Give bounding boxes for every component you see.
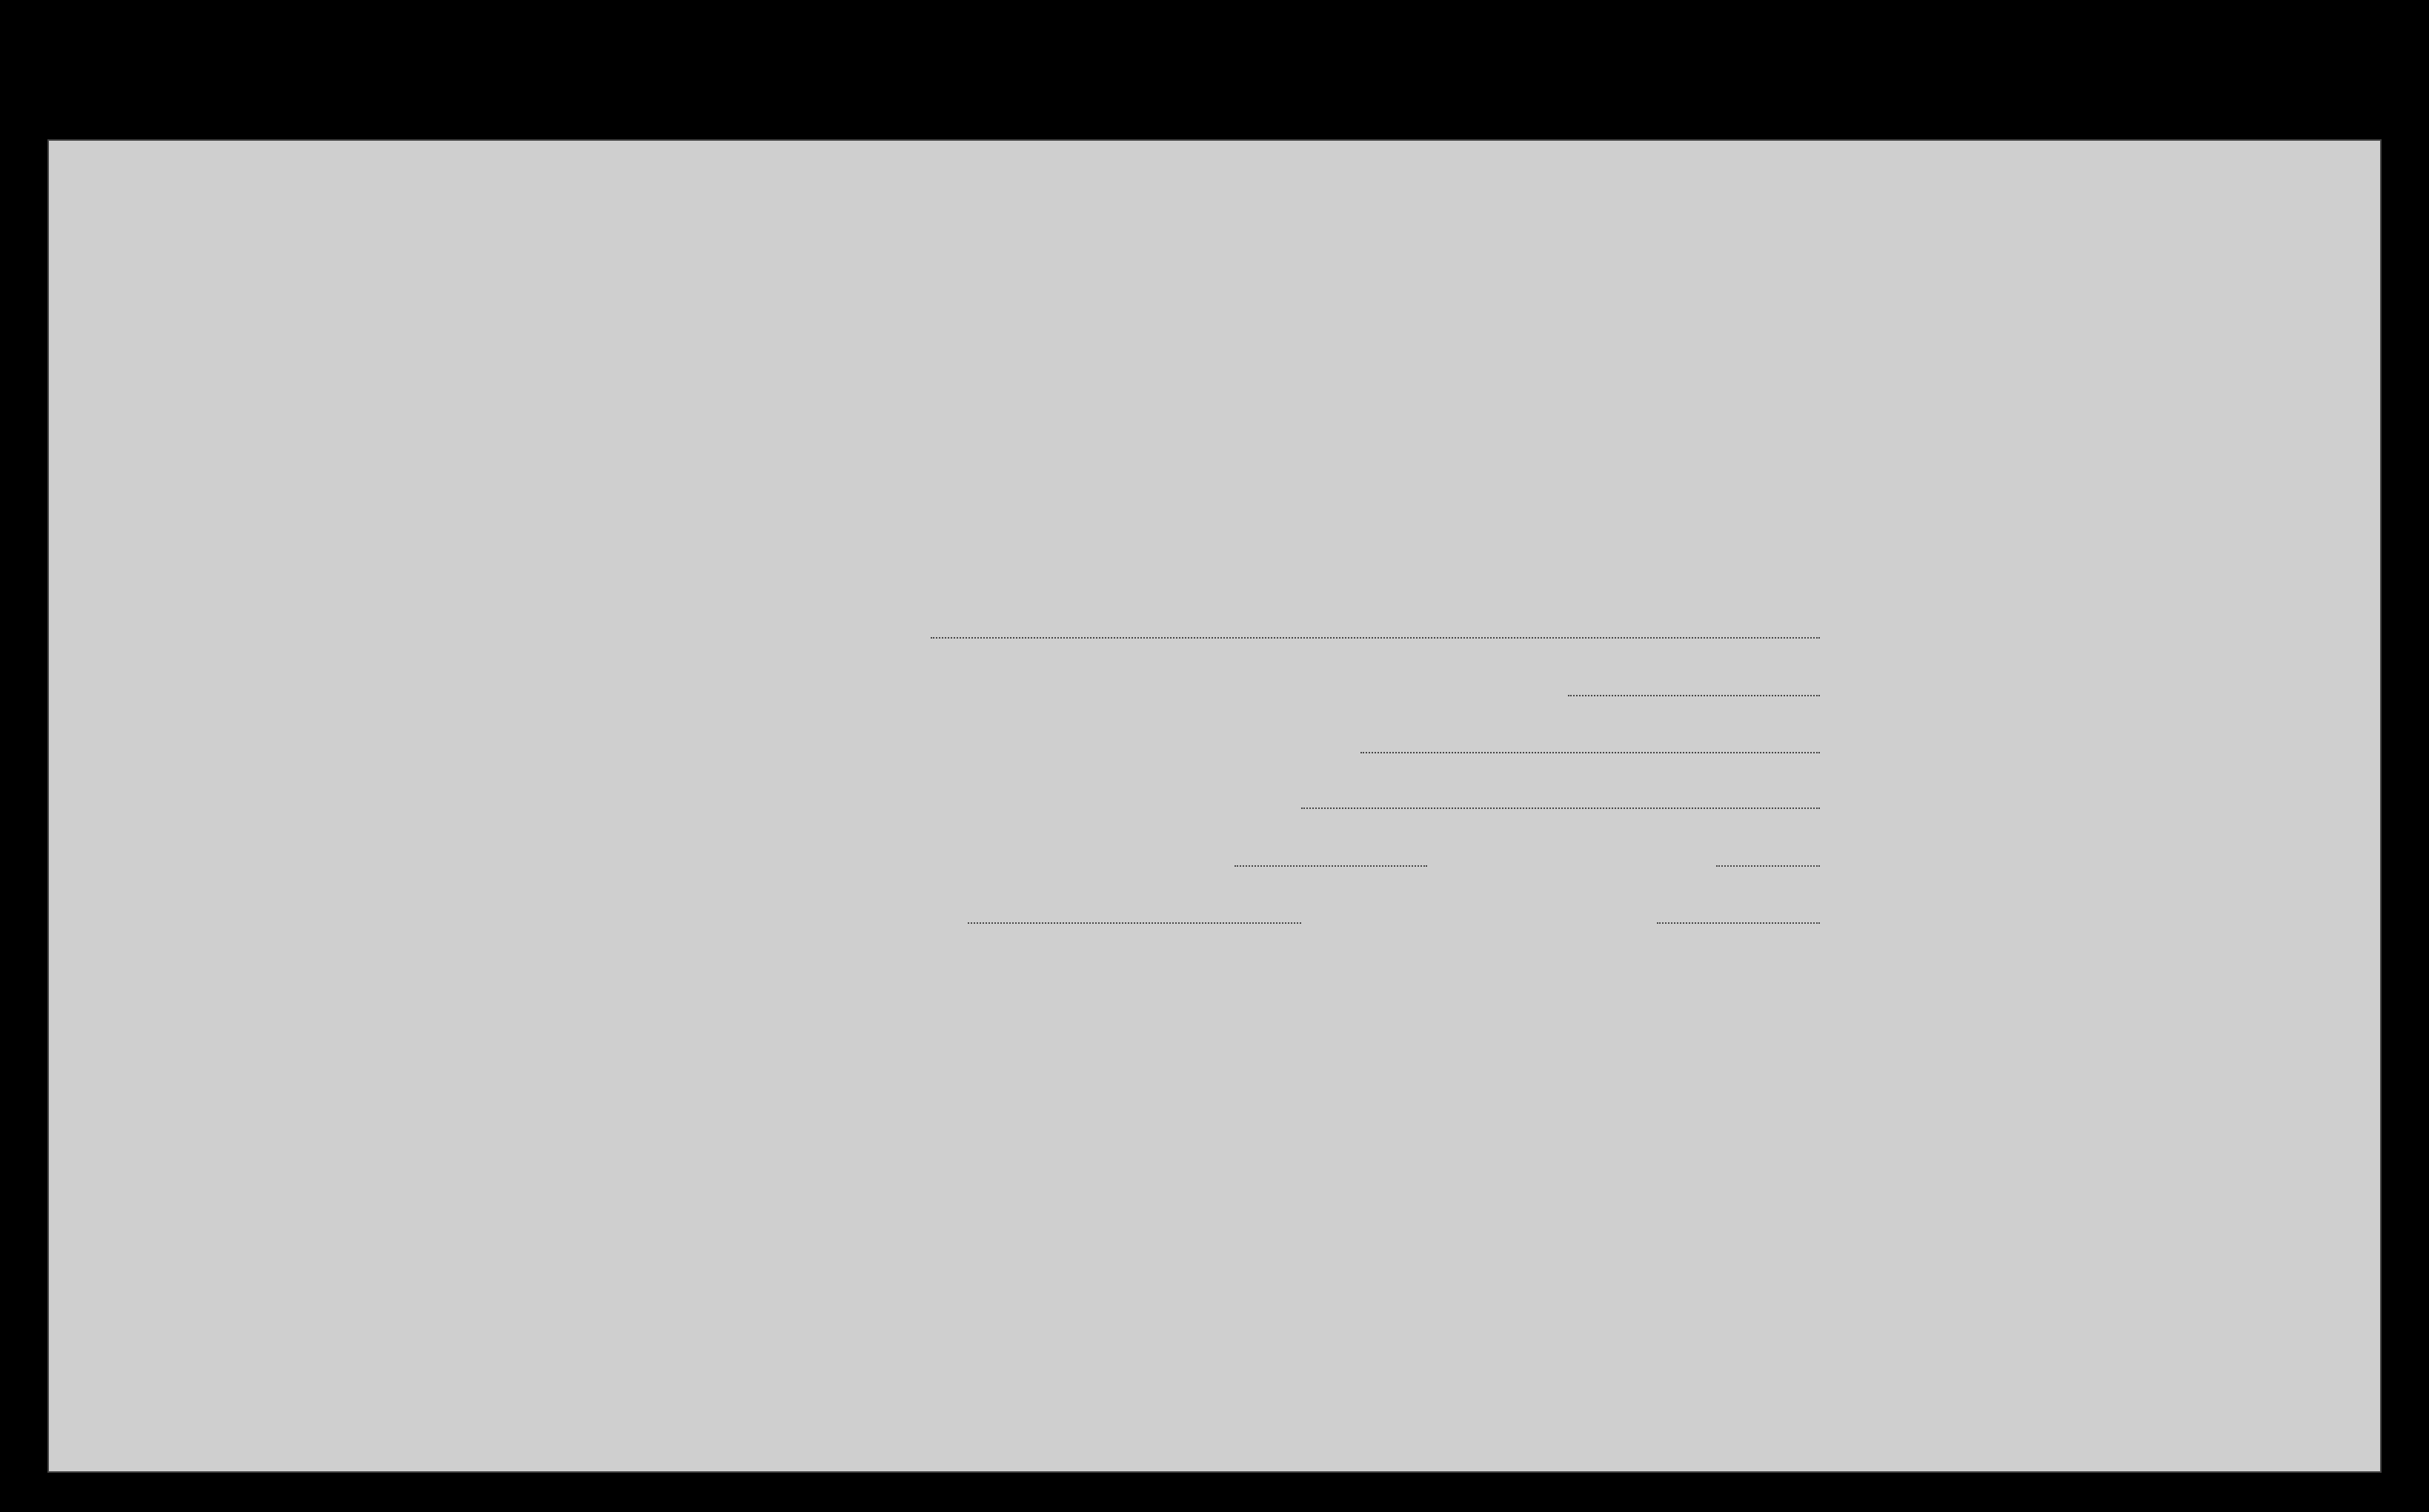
middle-section bbox=[49, 489, 2380, 985]
top-table bbox=[49, 141, 2380, 489]
bottom-table bbox=[49, 985, 2380, 1471]
census-card-sheet bbox=[47, 139, 2382, 1473]
